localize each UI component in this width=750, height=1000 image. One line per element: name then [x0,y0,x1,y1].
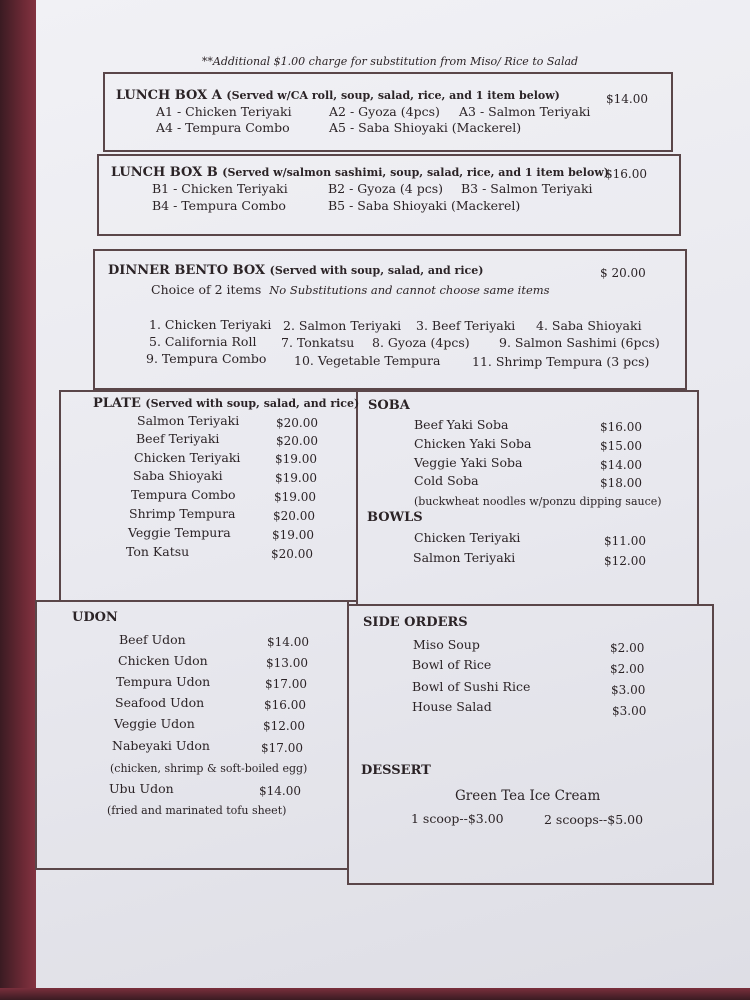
udon-item-price: $14.00 [259,784,301,798]
udon-item-name: Ubu Udon [109,781,174,796]
soba-item-price: $18.00 [600,476,642,490]
dinner-bento-price: $ 20.00 [600,266,646,280]
sides-item-name: Miso Soup [413,637,480,652]
udon-item-name: Beef Udon [119,632,186,647]
udon-item-price: $16.00 [264,698,306,712]
udon-item-name: Tempura Udon [116,674,211,689]
udon-item-price: $13.00 [266,656,308,670]
lunch-a-item: A2 - Gyoza (4pcs) [329,104,440,119]
dinner-item: 9. Salmon Sashimi (6pcs) [499,335,660,350]
plate-item-name: Tempura Combo [131,487,236,502]
dinner-item: 9. Tempura Combo [146,351,267,366]
bowls-item-price: $12.00 [604,554,646,568]
lunch-b-item: B5 - Saba Shioyaki (Mackerel) [328,198,521,213]
sides-item-name: Bowl of Sushi Rice [412,679,531,694]
plate-item-name: Salmon Teriyaki [137,413,240,428]
soba-note: (buckwheat noodles w/ponzu dipping sauce) [414,495,662,508]
plate-name: PLATE [93,396,141,411]
dinner-item: 4. Saba Shioyaki [536,318,642,333]
lunch-b-item: B3 - Salmon Teriyaki [461,181,593,196]
bowls-item-name: Chicken Teriyaki [414,530,521,545]
lunch-b-item: B1 - Chicken Teriyaki [152,181,288,196]
soba-item-name: Beef Yaki Soba [414,417,509,432]
udon-item-price: $17.00 [265,677,307,691]
lunch-box-a-name: LUNCH BOX A [116,88,222,103]
sides-item-price: $3.00 [612,704,647,718]
dinner-item: 11. Shrimp Tempura (3 pcs) [472,354,650,369]
udon-title: UDON [72,610,118,625]
dinner-item: 5. California Roll [149,334,257,349]
plate-item-name: Shrimp Tempura [129,506,236,521]
dessert-item: Green Tea Ice Cream [455,788,601,804]
plate-item-price: $20.00 [276,416,318,430]
plate-title [93,396,359,411]
plate-item-price: $20.00 [276,434,318,448]
lunch-box-b-desc: (Served w/salmon sashimi, soup, salad, rice, and 1 item below) [222,166,609,179]
plate-item-name: Ton Katsu [126,544,190,559]
lunch-a-item: A3 - Salmon Teriyaki [459,104,591,119]
soba-item-name: Cold Soba [414,473,479,488]
bowls-item-price: $11.00 [604,534,646,548]
soba-item-price: $16.00 [600,420,642,434]
dinner-item: 1. Chicken Teriyaki [149,317,272,332]
dinner-item: 3. Beef Teriyaki [416,318,516,333]
lunch-b-item: B2 - Gyoza (4 pcs) [328,181,443,196]
dinner-choice-text: Choice of 2 items [151,282,262,297]
lunch-box-b-title [111,165,609,180]
plate-item-name: Chicken Teriyaki [134,450,241,465]
lunch-b-item: B4 - Tempura Combo [152,198,286,213]
plate-item-price: $19.00 [274,490,316,504]
dinner-item: 10. Vegetable Tempura [294,353,441,368]
dinner-bento-desc: (Served with soup, salad, and rice) [269,264,484,277]
soba-item-price: $14.00 [600,458,642,472]
bowls-item-name: Salmon Teriyaki [413,550,516,565]
soba-item-name: Veggie Yaki Soba [414,455,523,470]
menu-binder-edge [0,0,40,1000]
lunch-box-b-price: $16.00 [605,167,647,181]
udon-item-name: Nabeyaki Udon [112,738,210,753]
menu-binder-bottom [0,988,750,1000]
udon-item-name: Seafood Udon [115,695,205,710]
dessert-option: 1 scoop--$3.00 [411,811,504,826]
dinner-item: 2. Salmon Teriyaki [283,318,402,333]
lunch-a-item: A4 - Tempura Combo [156,120,290,135]
soba-title: SOBA [368,398,410,413]
nabeyaki-note: (chicken, shrimp & soft-boiled egg) [110,762,308,775]
dinner-bento-title [108,263,483,278]
plate-item-price: $19.00 [275,452,317,466]
sides-title: SIDE ORDERS [363,615,468,630]
sides-item-name: Bowl of Rice [412,657,492,672]
plate-item-name: Beef Teriyaki [136,431,220,446]
sides-item-name: House Salad [412,699,492,714]
dinner-item: 7. Tonkatsu [281,335,355,350]
plate-item-price: $20.00 [271,547,313,561]
dinner-bento-name: DINNER BENTO BOX [108,263,266,278]
dinner-item: 8. Gyoza (4pcs) [372,335,470,350]
dessert-option: 2 scoops--$5.00 [544,812,644,827]
lunch-box-a-price: $14.00 [606,92,648,106]
plate-item-price: $19.00 [275,471,317,485]
udon-item-price: $14.00 [267,635,309,649]
plate-desc: (Served with soup, salad, and rice) [145,397,360,410]
lunch-a-item: A5 - Saba Shioyaki (Mackerel) [329,120,522,135]
udon-item-price: $17.00 [261,741,303,755]
dessert-title: DESSERT [361,763,431,778]
ubu-note: (fried and marinated tofu sheet) [107,804,287,817]
plate-item-price: $19.00 [272,528,314,542]
lunch-box-a-title [116,88,560,103]
plate-item-name: Veggie Tempura [128,525,231,540]
dinner-restriction: No Substitutions and cannot choose same items [269,283,550,297]
dinner-choice [151,282,550,297]
substitution-note: **Additional $1.00 charge for substitution from Miso/ Rice to Salad [201,55,579,68]
lunch-box-b-name: LUNCH BOX B [111,165,218,180]
soba-item-name: Chicken Yaki Soba [414,436,532,451]
lunch-a-item: A1 - Chicken Teriyaki [156,104,292,119]
plate-item-price: $20.00 [273,509,315,523]
sides-item-price: $2.00 [610,662,645,676]
sides-item-price: $2.00 [610,641,645,655]
udon-item-name: Chicken Udon [118,653,208,668]
bowls-title: BOWLS [367,510,423,525]
sides-item-price: $3.00 [611,683,646,697]
soba-item-price: $15.00 [600,439,642,453]
udon-item-price: $12.00 [263,719,305,733]
sides-dessert-section [347,604,714,885]
plate-item-name: Saba Shioyaki [133,468,223,483]
lunch-box-a-desc: (Served w/CA roll, soup, salad, rice, and 1 item below) [226,89,560,102]
udon-item-name: Veggie Udon [114,716,195,731]
